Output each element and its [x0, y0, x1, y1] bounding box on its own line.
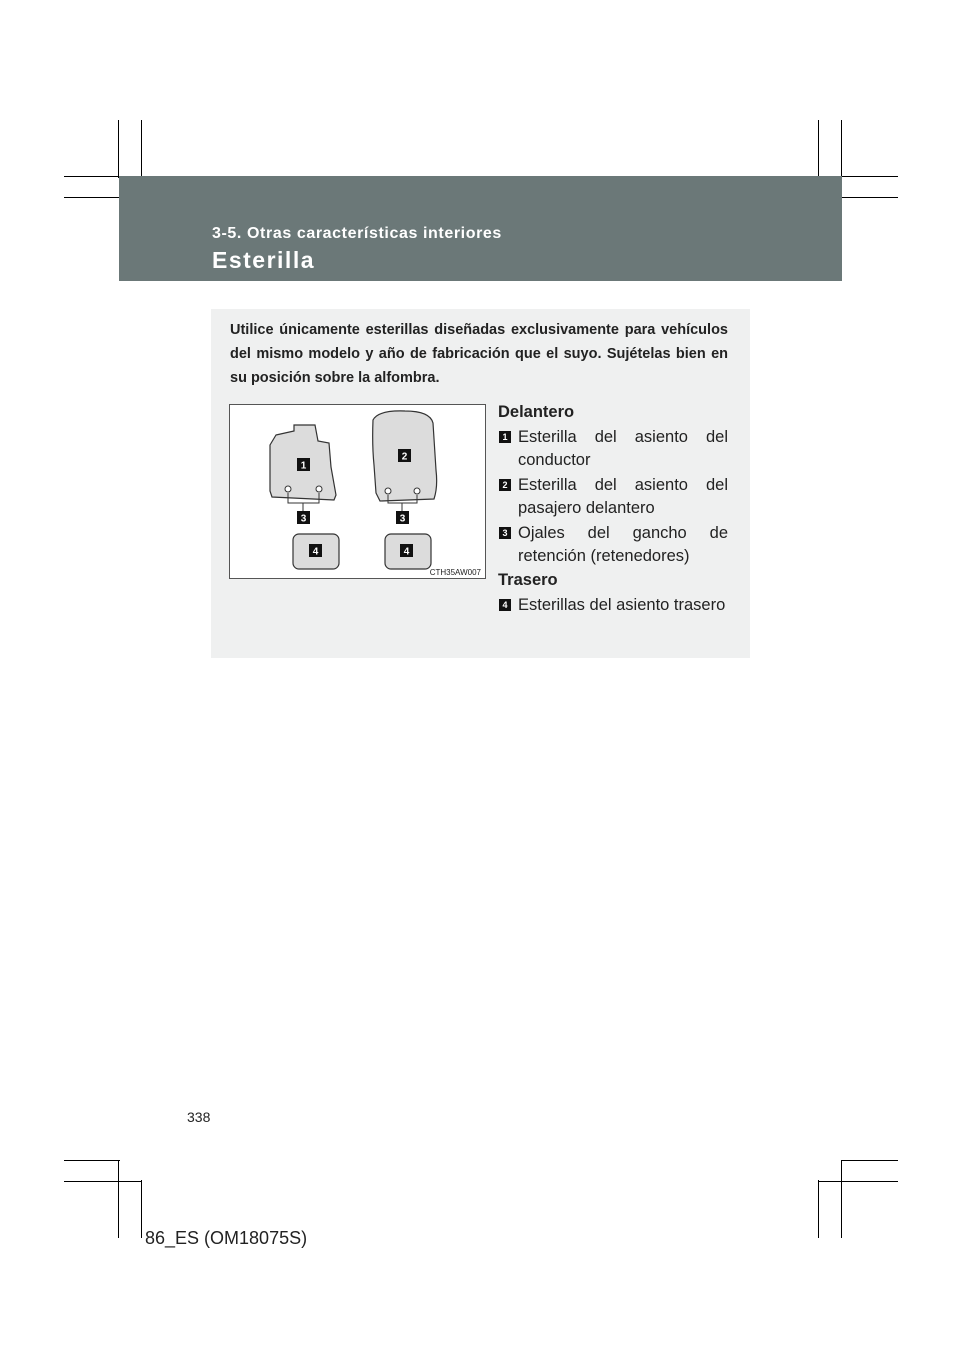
callout-1-text: 1: [300, 460, 307, 472]
legend-front-heading: Delantero: [498, 403, 575, 421]
legend-item: [498, 522, 728, 568]
legend-badge: 4: [499, 599, 511, 611]
crop-mark: [841, 1160, 842, 1238]
legend-item-text: Esterilla del asiento del conductor: [518, 428, 728, 469]
crop-mark: [841, 1160, 898, 1161]
crop-mark: [64, 197, 120, 198]
legend-item: [498, 426, 728, 472]
callout-3b-text: 3: [399, 513, 406, 525]
document-code: 86_ES (OM18075S): [145, 1228, 308, 1248]
crop-mark: [818, 1181, 898, 1182]
legend-badge: 1: [499, 431, 511, 443]
crop-mark: [842, 176, 898, 177]
crop-mark: [141, 1180, 142, 1238]
retainer-hole: [385, 488, 391, 494]
callout-4b-text: 4: [403, 546, 410, 558]
crop-mark: [841, 120, 842, 178]
crop-mark: [118, 1160, 119, 1238]
crop-mark: [64, 1181, 142, 1182]
retainer-hole: [316, 486, 322, 492]
legend-item-text: Ojales del gancho de retención (retenedores): [518, 524, 728, 565]
retainer-hole: [414, 488, 420, 494]
crop-mark: [64, 176, 120, 177]
callout-4-text: 4: [312, 546, 319, 558]
callout-2-text: 2: [401, 451, 408, 463]
crop-mark: [818, 1180, 819, 1238]
page-title: Esterilla: [212, 247, 315, 273]
callout-3-text: 3: [300, 513, 307, 525]
crop-mark: [64, 1160, 120, 1161]
floor-mat-diagram: [230, 405, 485, 578]
legend: [498, 400, 728, 617]
legend-item: [498, 594, 728, 617]
floor-mat-illustration: [229, 404, 486, 579]
legend-badge: 3: [499, 527, 511, 539]
legend-item-text: Esterilla del asiento del pasajero delantero: [518, 476, 728, 517]
page-number: 338: [187, 1109, 211, 1125]
legend-item: [498, 474, 728, 520]
legend-badge: 2: [499, 479, 511, 491]
legend-rear-heading: Trasero: [498, 571, 558, 589]
crop-mark: [118, 120, 119, 178]
intro-paragraph: Utilice únicamente esterillas diseñadas exclusivamente para vehículos del mismo modelo y año de fabricación que el suyo. Sujételas bien en su posición sobre la alfombra.: [230, 322, 728, 386]
crop-mark: [842, 197, 898, 198]
legend-item-text: Esterillas del asiento trasero: [518, 596, 726, 614]
retainer-hole: [285, 486, 291, 492]
figure-code: CTH35AW007: [429, 568, 481, 577]
section-label: 3-5. Otras características interiores: [212, 225, 502, 242]
